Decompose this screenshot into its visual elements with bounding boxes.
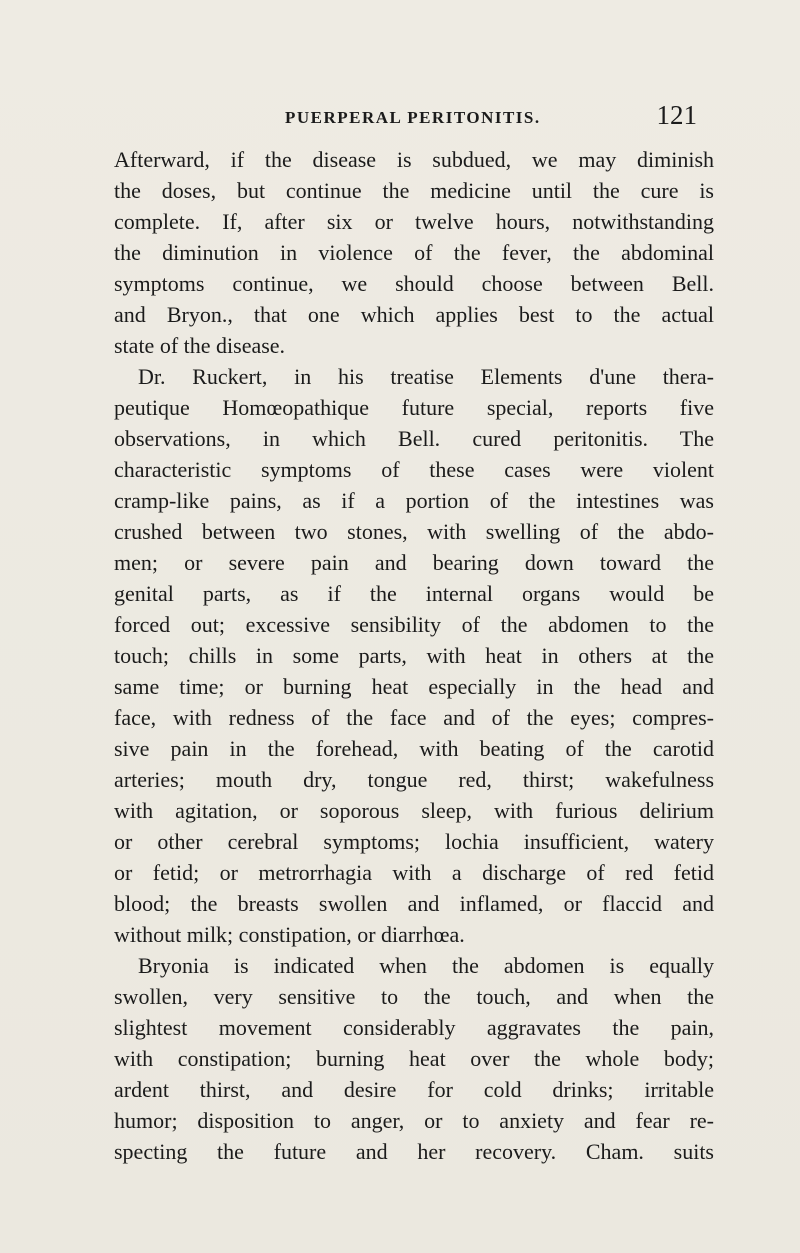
text-line: and Bryon., that one which applies best to the actual [114,302,714,327]
text-line: with constipation; burning heat over the whole body; [114,1046,714,1071]
text-line: genital parts, as if the internal organs would be [114,581,714,606]
text-line: face, with redness of the face and of the eyes; compres- [114,705,714,730]
page-header [225,100,705,130]
text-line: characteristic symptoms of these cases were violent [114,457,714,482]
text-line: state of the disease. [114,333,286,358]
text-line: cramp-like pains, as if a portion of the intestines was [114,488,714,513]
text-line: touch; chills in some parts, with heat in others at the [114,643,714,668]
text-line: with agitation, or soporous sleep, with furious delirium [114,798,714,823]
text-line: peutique Homœopathique future special, reports five [114,395,714,420]
body-text [114,144,714,1167]
text-line: Bryonia is indicated when the abdomen is equally [138,953,714,978]
text-line: or fetid; or metrorrhagia with a discharge of red fetid [114,860,714,885]
text-line: sive pain in the forehead, with beating of the carotid [114,736,714,761]
text-line: swollen, very sensitive to the touch, and when the [114,984,714,1009]
text-line: or other cerebral symptoms; lochia insufficient, watery [114,829,714,854]
text-line: complete. If, after six or twelve hours, notwithstanding [114,209,714,234]
text-line: Dr. Ruckert, in his treatise Elements d'une thera- [138,364,714,389]
text-line: men; or severe pain and bearing down toward the [114,550,714,575]
text-line: the diminution in violence of the fever, the abdominal [114,240,714,265]
running-head: PUERPERAL PERITONITIS. [285,108,541,127]
text-line: specting the future and her recovery. Cham. suits [114,1139,714,1164]
text-line: blood; the breasts swollen and inflamed, or flaccid and [114,891,714,916]
text-line: crushed between two stones, with swelling of the abdo- [114,519,714,544]
text-line: ardent thirst, and desire for cold drinks; irritable [114,1077,714,1102]
page-number: 121 [656,100,697,130]
text-line: forced out; excessive sensibility of the abdomen to the [114,612,714,637]
text-line: without milk; constipation, or diarrhœa. [114,922,465,947]
text-line: observations, in which Bell. cured peritonitis. The [114,426,714,451]
text-line: arteries; mouth dry, tongue red, thirst; wakefulness [114,767,714,792]
text-line: the doses, but continue the medicine until the cure is [114,178,714,203]
text-line: humor; disposition to anger, or to anxiety and fear re- [114,1108,714,1133]
text-line: same time; or burning heat especially in the head and [114,674,714,699]
text-line: Afterward, if the disease is subdued, we may diminish [114,147,714,172]
text-line: slightest movement considerably aggravates the pain, [114,1015,714,1040]
text-line: symptoms continue, we should choose between Bell. [114,271,714,296]
